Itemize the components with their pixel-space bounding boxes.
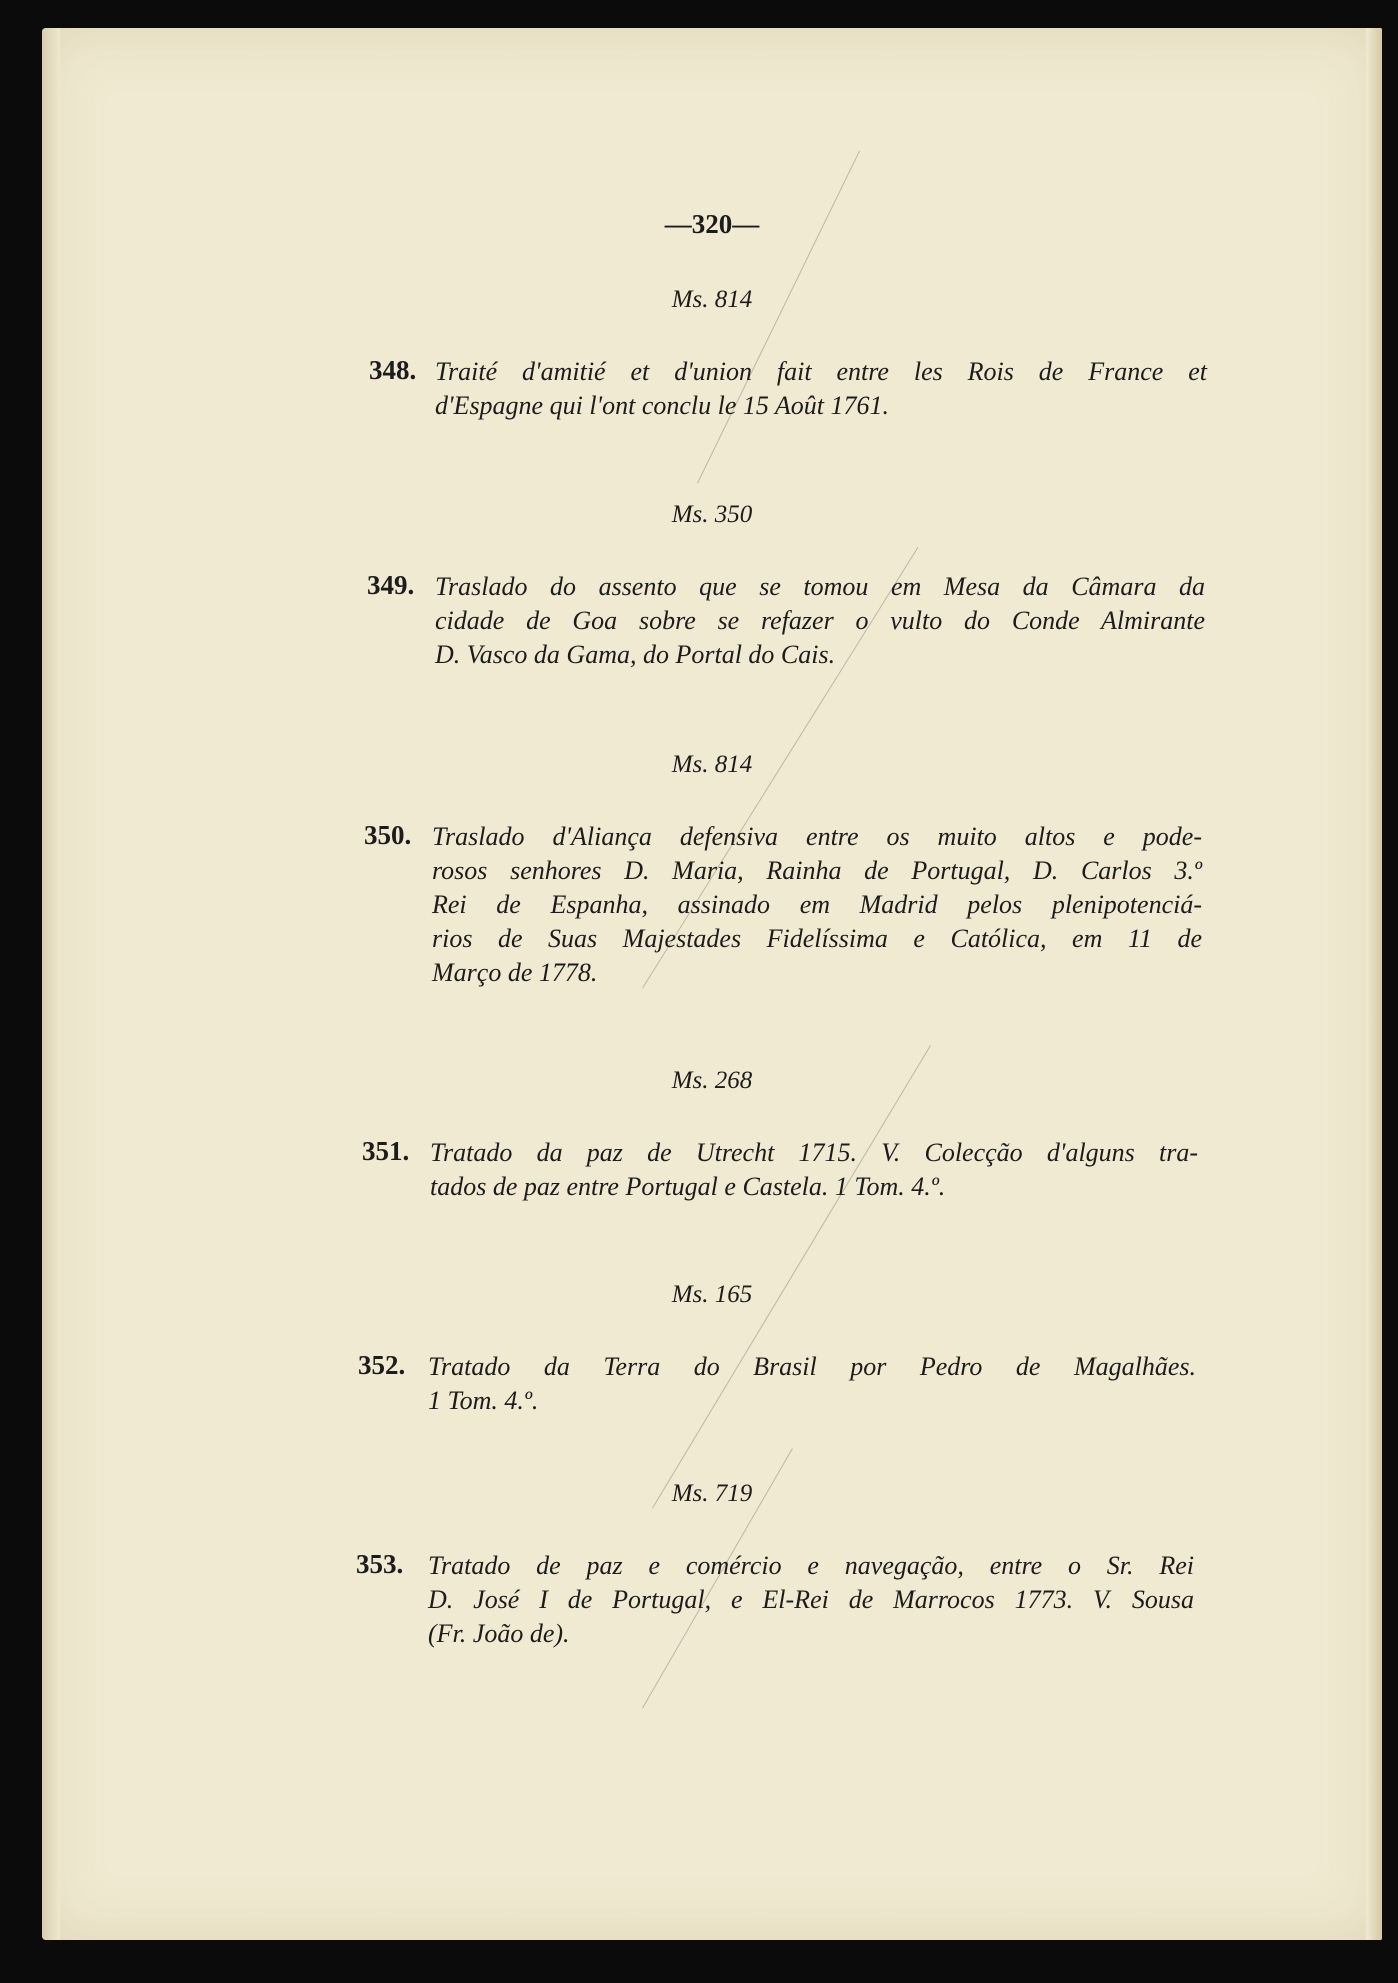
binding-thread-top [1372,388,1376,538]
shelfmark: Ms. 165 [671,1281,753,1308]
entry-number: 350. [364,820,412,850]
shelfmark: Ms. 814 [671,751,753,778]
binding-thread-bottom [1372,1138,1376,1288]
entry-line: Tratado da paz de Utrecht 1715. V. Colecção d'alguns tra- [430,1138,1198,1167]
entry-text [428,1549,1194,1651]
entry-text [432,820,1202,990]
shelfmark: Ms. 814 [671,286,753,313]
shelfmark: Ms. 719 [671,1480,753,1507]
entry-line: D. Vasco da Gama, do Portal do Cais. [435,640,836,669]
entry-line: Tratado da Terra do Brasil por Pedro de Magalhães. [428,1352,1196,1381]
entry-text [428,1350,1196,1418]
pencil-stroke [697,150,860,483]
entry-line: rosos senhores D. Maria, Rainha de Portugal, D. Carlos 3.º [432,856,1202,885]
pencil-stroke [652,1045,931,1508]
entry-text [430,1136,1198,1204]
page-number: —320— [664,209,760,239]
entry-line: rios de Suas Majestades Fidelíssima e Católica, em 11 de [432,924,1202,953]
entry-line: Tratado de paz e comércio e navegação, entre o Sr. Rei [428,1551,1194,1580]
entry-line: Traslado d'Aliança defensiva entre os muito altos e pode- [432,822,1202,851]
entry-number: 353. [356,1549,404,1579]
book-page [42,28,1382,1940]
shelfmark: Ms. 350 [671,501,753,528]
entry-text [435,570,1205,672]
entry-line: 1 Tom. 4.º. [428,1386,539,1415]
entry-line: (Fr. João de). [428,1619,570,1648]
entry-line: cidade de Goa sobre se refazer o vulto do Conde Almirante [435,606,1205,635]
entry-number: 351. [362,1136,410,1166]
entry-line: Março de 1778. [432,958,598,987]
entry-line: Rei de Espanha, assinado em Madrid pelos plenipotenciá- [432,890,1202,919]
shelfmark: Ms. 268 [671,1067,753,1094]
entry-number: 349. [367,570,415,600]
entry-line: D. José I de Portugal, e El-Rei de Marrocos 1773. V. Sousa [428,1585,1194,1614]
entry-line: d'Espagne qui l'ont conclu le 15 Août 1761. [435,391,890,420]
entry-line: Traslado do assento que se tomou em Mesa da Câmara da [435,572,1205,601]
entry-number: 352. [358,1350,406,1380]
entry-text [435,355,1207,423]
entry-number: 348. [369,355,417,385]
entry-line: Traité d'amitié et d'union fait entre les Rois de France et [435,357,1207,386]
entry-line: tados de paz entre Portugal e Castela. 1 Tom. 4.º. [430,1172,946,1201]
